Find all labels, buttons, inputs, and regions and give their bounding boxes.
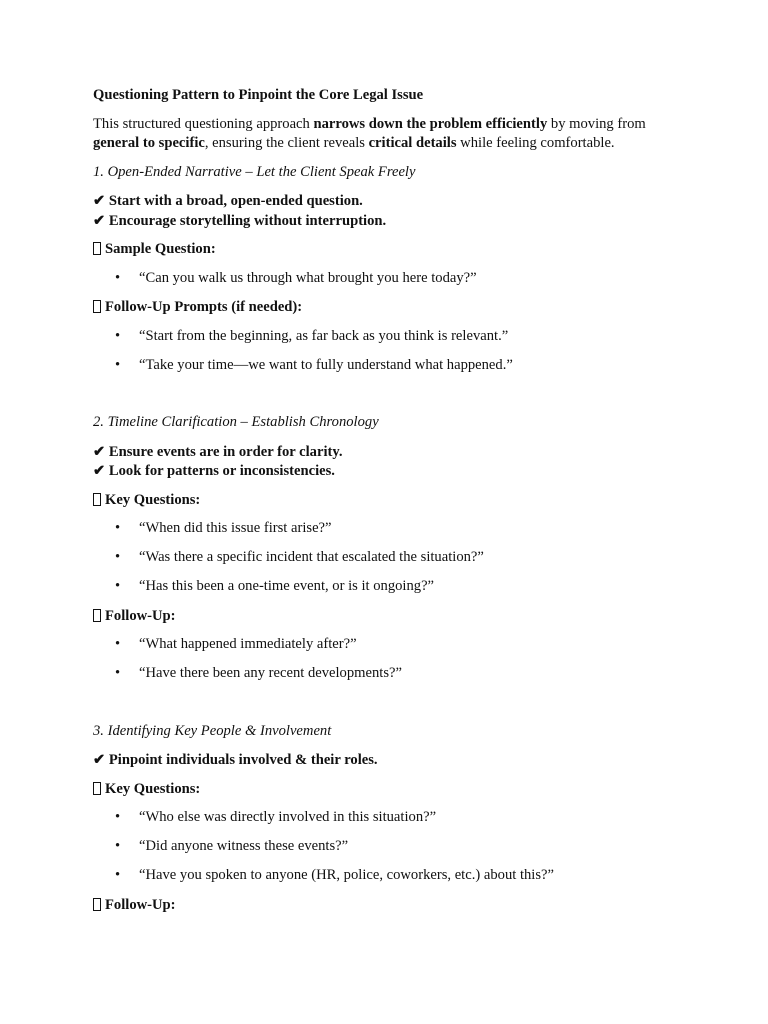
check-mark-icon: ✔ [93,443,106,460]
group-label-text: Key Questions: [105,780,201,797]
bullet-icon: • [115,665,121,681]
bullet-icon: • [115,549,121,565]
intro-bold: general to specific [93,135,205,151]
section-spacer [93,694,673,722]
bullet-icon: • [115,269,121,286]
checklist [93,443,673,482]
list-item [93,327,673,347]
question-text: “Have there been any recent developments?” [139,665,402,681]
question-text: “Start from the beginning, as far back as you think is relevant.” [139,327,509,344]
intro-text: while feeling comfortable. [456,135,615,151]
intro-bold: narrows down the problem efficiently [313,115,548,132]
list-item [93,356,673,376]
missing-glyph-icon [93,493,101,506]
bullet-icon: • [115,520,121,536]
group-label [93,780,673,800]
group-label-text: Sample Question: [105,241,216,257]
section-heading: 2. Timeline Clarification – Establish Chronology [93,414,379,430]
question-text: “When did this issue first arise?” [139,520,332,536]
intro-text: by moving from [547,115,646,132]
list-item [93,808,673,828]
section-heading: 1. Open-Ended Narrative – Let the Client Speak Freely [93,163,416,180]
check-text: Start with a broad, open-ended question. [108,193,363,209]
check-item [93,443,673,463]
bullet-icon: • [115,636,121,652]
check-text: Pinpoint individuals involved & their roles. [108,752,378,768]
group-label [93,491,673,511]
bullet-icon: • [115,356,121,373]
question-text: “Have you spoken to anyone (HR, police, coworkers, etc.) about this?” [139,867,554,883]
check-item [93,751,673,771]
list-item [93,664,673,684]
group-label [93,896,673,916]
group-label-text: Follow-Up: [105,607,176,624]
list-item [93,548,673,568]
intro-text: This structured questioning approach [93,115,314,132]
list-item [93,837,673,857]
bullet-icon: • [115,867,121,883]
bullet-icon: • [115,809,121,825]
question-text: “Can you walk us through what brought you here today?” [139,269,477,286]
check-mark-icon: ✔ [93,752,106,768]
check-mark-icon: ✔ [93,212,106,229]
question-list [93,519,673,597]
group-label [93,607,673,627]
question-text: “Has this been a one-time event, or is it ongoing?” [139,578,435,594]
question-list [93,635,673,684]
question-text: “Take your time—we want to fully understand what happened.” [139,356,513,373]
intro-paragraph [93,115,673,154]
document-title: Questioning Pattern to Pinpoint the Core Legal Issue [93,87,424,103]
group-label-text: Follow-Up Prompts (if needed): [105,299,303,315]
list-item [93,635,673,655]
question-text: “What happened immediately after?” [139,636,357,652]
group-label-text: Follow-Up: [105,896,176,913]
section-spacer [93,385,673,413]
bullet-icon: • [115,838,121,854]
missing-glyph-icon [93,242,101,255]
checklist [93,192,673,231]
group-label-text: Key Questions: [105,491,201,508]
intro-text: , ensuring the client reveals [204,135,369,151]
question-list [93,327,673,376]
question-text: “Did anyone witness these events?” [139,838,349,854]
missing-glyph-icon [93,782,101,795]
group-label [93,298,673,318]
checklist [93,751,673,771]
intro-bold: critical details [368,135,457,151]
bullet-icon: • [115,578,121,594]
question-text: “Was there a specific incident that escalated the situation?” [139,549,484,565]
question-list [93,269,673,289]
check-mark-icon: ✔ [93,193,106,209]
missing-glyph-icon [93,609,101,622]
question-list [93,808,673,886]
check-item [93,462,673,482]
check-item [93,192,673,212]
check-text: Ensure events are in order for clarity. [108,443,343,460]
missing-glyph-icon [93,300,101,313]
list-item [93,519,673,539]
question-text: “Who else was directly involved in this situation?” [139,809,437,825]
group-label [93,240,673,260]
missing-glyph-icon [93,898,101,911]
document-page [93,86,673,924]
list-item [93,866,673,886]
check-text: Encourage storytelling without interruption. [108,212,387,229]
bullet-icon: • [115,327,121,344]
check-item [93,212,673,232]
section-heading: 3. Identifying Key People & Involvement [93,722,332,739]
check-text: Look for patterns or inconsistencies. [108,463,335,479]
list-item [93,269,673,289]
check-mark-icon: ✔ [93,463,106,479]
list-item [93,577,673,597]
